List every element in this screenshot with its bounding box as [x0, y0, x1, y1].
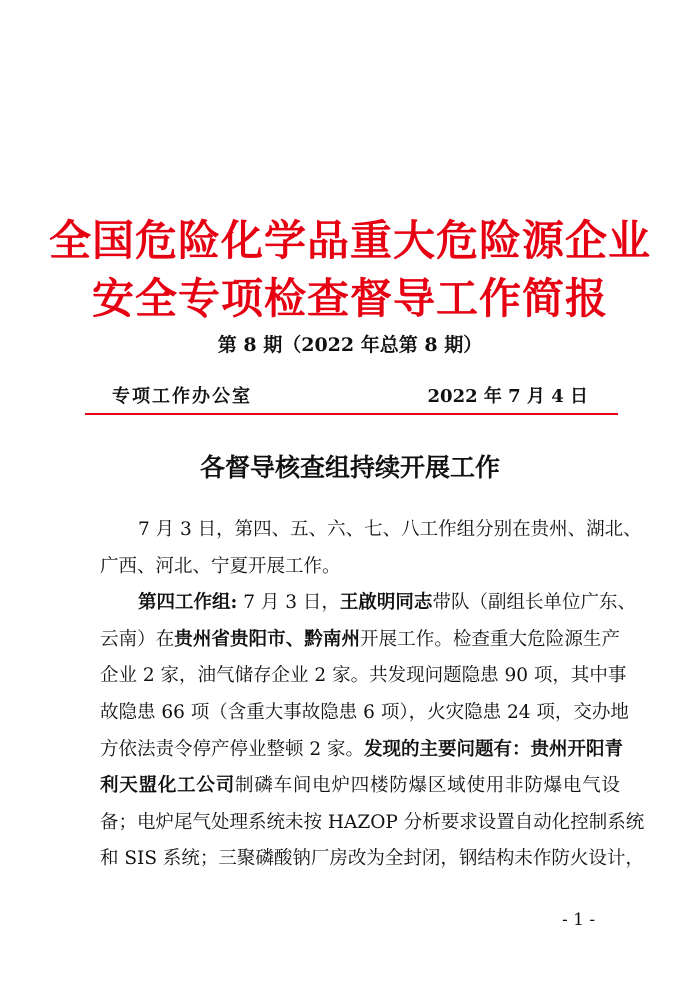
body-line [100, 549, 620, 586]
bold-text: 王啟明同志 [339, 592, 433, 614]
text: 方依法责令停产停业整顿 2 家。 [100, 738, 365, 760]
text: 故隐患 66 项（含重大事故隐患 6 项），火灾隐患 24 项，交办地 [100, 701, 629, 723]
text: 广西、河北、宁夏开展工作。 [100, 555, 341, 577]
issue-number: 第 8 期（2022 年总第 8 期） [217, 334, 483, 356]
body-line [100, 622, 620, 659]
text: 带队（副组长单位广东、 [432, 592, 636, 614]
red-divider [85, 413, 618, 415]
bulletin-title-line2: 安全专项检查督导工作简报 [91, 274, 608, 323]
body-line [100, 732, 624, 769]
issuing-office: 专项工作办公室 [112, 386, 252, 407]
text: 云南）在 [100, 628, 175, 650]
body-line [100, 512, 642, 549]
body-line [100, 805, 645, 842]
body-line [100, 658, 627, 695]
text: 开展工作。检查重大危险源生产 [360, 628, 620, 650]
text: 和 SIS 系统；三聚磷酸钠厂房改为全封闭，钢结构未作防火设计， [100, 848, 644, 870]
bold-text: 利天盟化工公司 [100, 775, 236, 797]
bold-text: 贵州省贵阳市、黔南州 [174, 628, 361, 650]
bold-text: 发现的主要问题有：贵州开阳青 [364, 738, 624, 760]
body-line [100, 768, 620, 805]
text: 制磷车间电炉四楼防爆区域使用非防爆电气设 [235, 775, 620, 797]
text: 7 月 3 日， [237, 592, 340, 614]
article-body [100, 512, 645, 878]
text: 企业 2 家，油气储存企业 2 家。共发现问题隐患 90 项，其中事 [100, 665, 627, 687]
body-line [100, 585, 636, 622]
bold-text: 第四工作组: [138, 592, 238, 614]
text: 备；电炉尾气处理系统未按 HAZOP 分析要求设置自动化控制系统 [100, 811, 645, 833]
bulletin-title-line1: 全国危险化学品重大危险源企业 [48, 216, 651, 265]
page-number: - 1 - [562, 910, 596, 930]
body-line [100, 695, 629, 732]
issue-date: 2022 年 7 月 4 日 [427, 386, 588, 407]
text: 7 月 3 日，第四、五、六、七、八工作组分别在贵州、湖北、 [138, 519, 642, 540]
body-line [100, 841, 644, 878]
article-headline: 各督导核查组持续开展工作 [199, 453, 500, 482]
